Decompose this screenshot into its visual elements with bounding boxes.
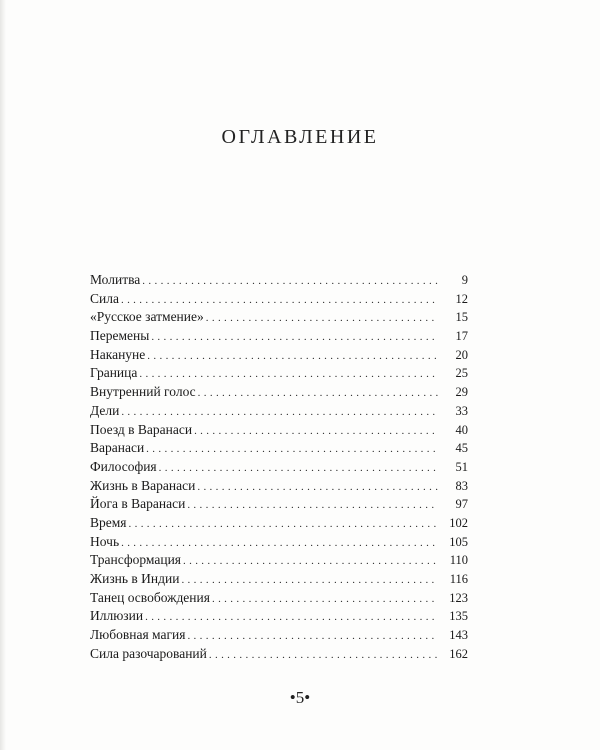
toc-entry-page: 116: [449, 572, 468, 586]
toc-entry: [90, 327, 468, 346]
toc-dot-leader: [187, 627, 438, 646]
toc-entry: [90, 421, 468, 440]
toc-entry-page: 135: [449, 609, 468, 624]
toc-dot-leader: [121, 291, 438, 310]
toc-entry-page: 17: [455, 329, 468, 344]
toc-dot-leader: [139, 365, 438, 384]
table-of-contents: [90, 271, 468, 663]
toc-entry-title: Поезд в Варанаси: [90, 421, 193, 437]
page-number: •5•: [289, 688, 311, 707]
toc-entry: [90, 346, 468, 365]
toc-entry-page: 105: [449, 534, 468, 549]
toc-entry-title: Ночь: [90, 533, 120, 549]
toc-entry: [90, 458, 468, 477]
toc-entry: [90, 645, 468, 664]
toc-entry-title: Йога в Варанаси: [90, 496, 186, 512]
toc-entry-page: 9: [461, 273, 468, 287]
toc-dot-leader: [206, 309, 438, 328]
page-edge-shadow: [0, 0, 6, 750]
toc-entry-title: Время: [90, 514, 127, 530]
toc-dot-leader: [212, 590, 438, 609]
toc-entry-page: 143: [449, 628, 468, 643]
toc-entry-page: 162: [449, 646, 468, 661]
toc-dot-leader: [209, 646, 438, 665]
toc-entry: [90, 533, 468, 552]
toc-entry-title: Любовная магия: [90, 627, 186, 643]
toc-dot-leader: [181, 571, 438, 590]
toc-entry-page: 102: [449, 515, 468, 530]
toc-dot-leader: [198, 384, 438, 403]
toc-entry-page: 123: [449, 590, 468, 605]
toc-entry-title: Дели: [90, 402, 120, 418]
toc-entry: [90, 495, 468, 514]
toc-entry: [90, 514, 468, 533]
toc-entry: [90, 439, 468, 458]
toc-dot-leader: [187, 496, 438, 515]
toc-entry: [90, 607, 468, 626]
toc-entry-title: Молитва: [90, 272, 141, 287]
toc-dot-leader: [129, 515, 439, 534]
toc-dot-leader: [147, 347, 438, 366]
toc-heading: ОГЛАВЛЕНИЕ: [221, 126, 379, 148]
toc-entry-page: 29: [455, 385, 468, 400]
toc-entry: [90, 570, 468, 589]
toc-entry-page: 33: [455, 403, 468, 418]
toc-dot-leader: [151, 328, 438, 347]
toc-entry-title: Трансформация: [90, 552, 181, 568]
toc-entry-title: Внутренний голос: [90, 384, 196, 400]
toc-entry-title: Философия: [90, 458, 157, 474]
toc-entry-page: 20: [455, 347, 468, 362]
toc-dot-leader: [194, 422, 438, 441]
toc-entry-title: Иллюзии: [90, 608, 144, 624]
toc-entry-page: 15: [455, 310, 468, 325]
toc-entry-title: Перемены: [90, 328, 150, 344]
toc-entry: [90, 308, 468, 327]
toc-entry-page: 97: [455, 497, 468, 512]
toc-entry: [90, 364, 468, 383]
toc-entry: [90, 626, 468, 645]
toc-entry: [90, 477, 468, 496]
toc-dot-leader: [146, 440, 438, 459]
toc-entry-title: Жизнь в Варанаси: [90, 477, 196, 493]
toc-dot-leader: [121, 534, 438, 553]
toc-entry-title: Варанаси: [90, 440, 145, 456]
toc-entry-page: 25: [455, 366, 468, 381]
toc-entry-title: Граница: [90, 365, 138, 381]
toc-entry-page: 45: [455, 441, 468, 456]
toc-entry-title: «Русское затмение»: [90, 309, 204, 325]
toc-dot-leader: [145, 608, 438, 627]
toc-entry: [90, 383, 468, 402]
toc-entry-title: Жизнь в Индии: [90, 571, 180, 586]
toc-entry-title: Сила разочарований: [90, 645, 207, 661]
toc-entry-page: 12: [455, 291, 468, 306]
toc-entry-page: 83: [455, 478, 468, 493]
toc-dot-leader: [121, 403, 438, 422]
toc-dot-leader: [183, 552, 438, 571]
toc-entry-title: Танец освобождения: [90, 589, 210, 605]
toc-dot-leader: [142, 272, 438, 291]
toc-entry-page: 110: [449, 553, 468, 568]
toc-entry-page: 51: [455, 459, 468, 474]
toc-entry-title: Сила: [90, 290, 119, 306]
toc-dot-leader: [159, 459, 438, 478]
toc-entry: [90, 589, 468, 608]
toc-entry: [90, 402, 468, 421]
toc-entry: [90, 551, 468, 570]
toc-entry-page: 40: [455, 422, 468, 437]
toc-dot-leader: [197, 478, 438, 497]
toc-entry: [90, 290, 468, 309]
toc-entry-title: Накануне: [90, 346, 146, 362]
toc-entry: [90, 271, 468, 290]
